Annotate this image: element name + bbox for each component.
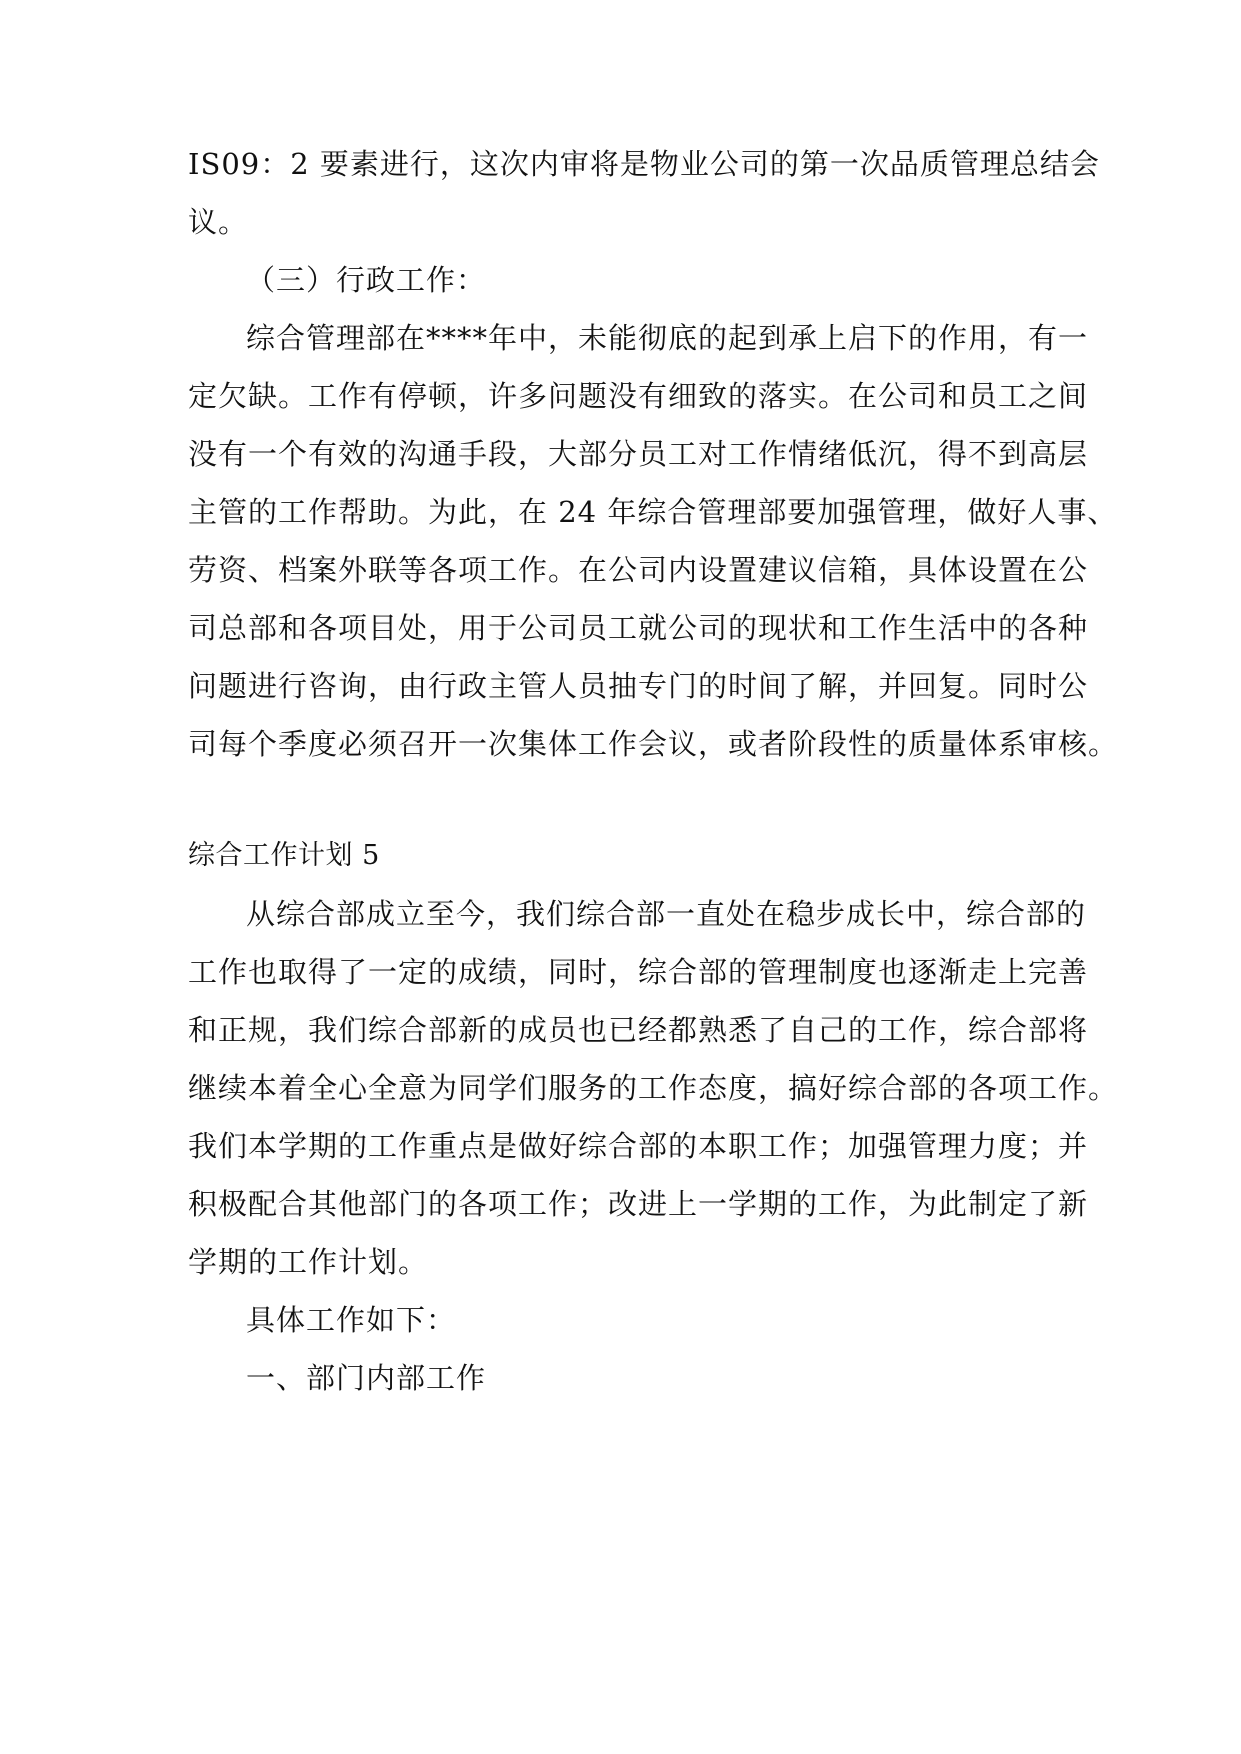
paragraph-line: 我们本学期的工作重点是做好综合部的本职工作；加强管理力度；并 [188, 1129, 1089, 1163]
paragraph-line: 继续本着全心全意为同学们服务的工作态度，搞好综合部的各项工作。 [188, 1071, 1119, 1105]
paragraph-line: 劳资、档案外联等各项工作。在公司内设置建议信箱，具体设置在公 [188, 553, 1089, 587]
paragraph-line: 工作也取得了一定的成绩，同时，综合部的管理制度也逐渐走上完善 [188, 955, 1089, 989]
paragraph-line: 积极配合其他部门的各项工作；改进上一学期的工作，为此制定了新 [188, 1187, 1089, 1221]
paragraph-line: IS09：2 要素进行，这次内审将是物业公司的第一次品质管理总结会 [188, 147, 1100, 181]
paragraph-line: 和正规，我们综合部新的成员也已经都熟悉了自己的工作，综合部将 [188, 1013, 1089, 1047]
specific-work-line: 具体工作如下： [246, 1303, 457, 1337]
section-heading-internal-work: 一、部门内部工作 [246, 1361, 487, 1395]
paragraph-line: 司总部和各项目处，用于公司员工就公司的现状和工作生活中的各种 [188, 611, 1089, 645]
paragraph-line: 问题进行咨询，由行政主管人员抽专门的时间了解，并回复。同时公 [188, 669, 1089, 703]
paragraph-line: 综合管理部在****年中，未能彻底的起到承上启下的作用，有一 [246, 321, 1089, 355]
paragraph-line: 学期的工作计划。 [188, 1245, 429, 1279]
section-heading-administrative: （三）行政工作： [246, 263, 487, 297]
paragraph-line: 主管的工作帮助。为此，在 24 年综合管理部要加强管理，做好人事、 [188, 495, 1118, 529]
paragraph-line: 议。 [188, 205, 249, 239]
paragraph-line: 司每个季度必须召开一次集体工作会议，或者阶段性的质量体系审核。 [188, 727, 1119, 761]
paragraph-line: 从综合部成立至今，我们综合部一直处在稳步成长中，综合部的 [246, 897, 1087, 931]
plan-title: 综合工作计划 5 [188, 840, 380, 871]
paragraph-line: 定欠缺。工作有停顿，许多问题没有细致的落实。在公司和员工之间 [188, 379, 1089, 413]
paragraph-line: 没有一个有效的沟通手段，大部分员工对工作情绪低沉，得不到高层 [188, 437, 1089, 471]
